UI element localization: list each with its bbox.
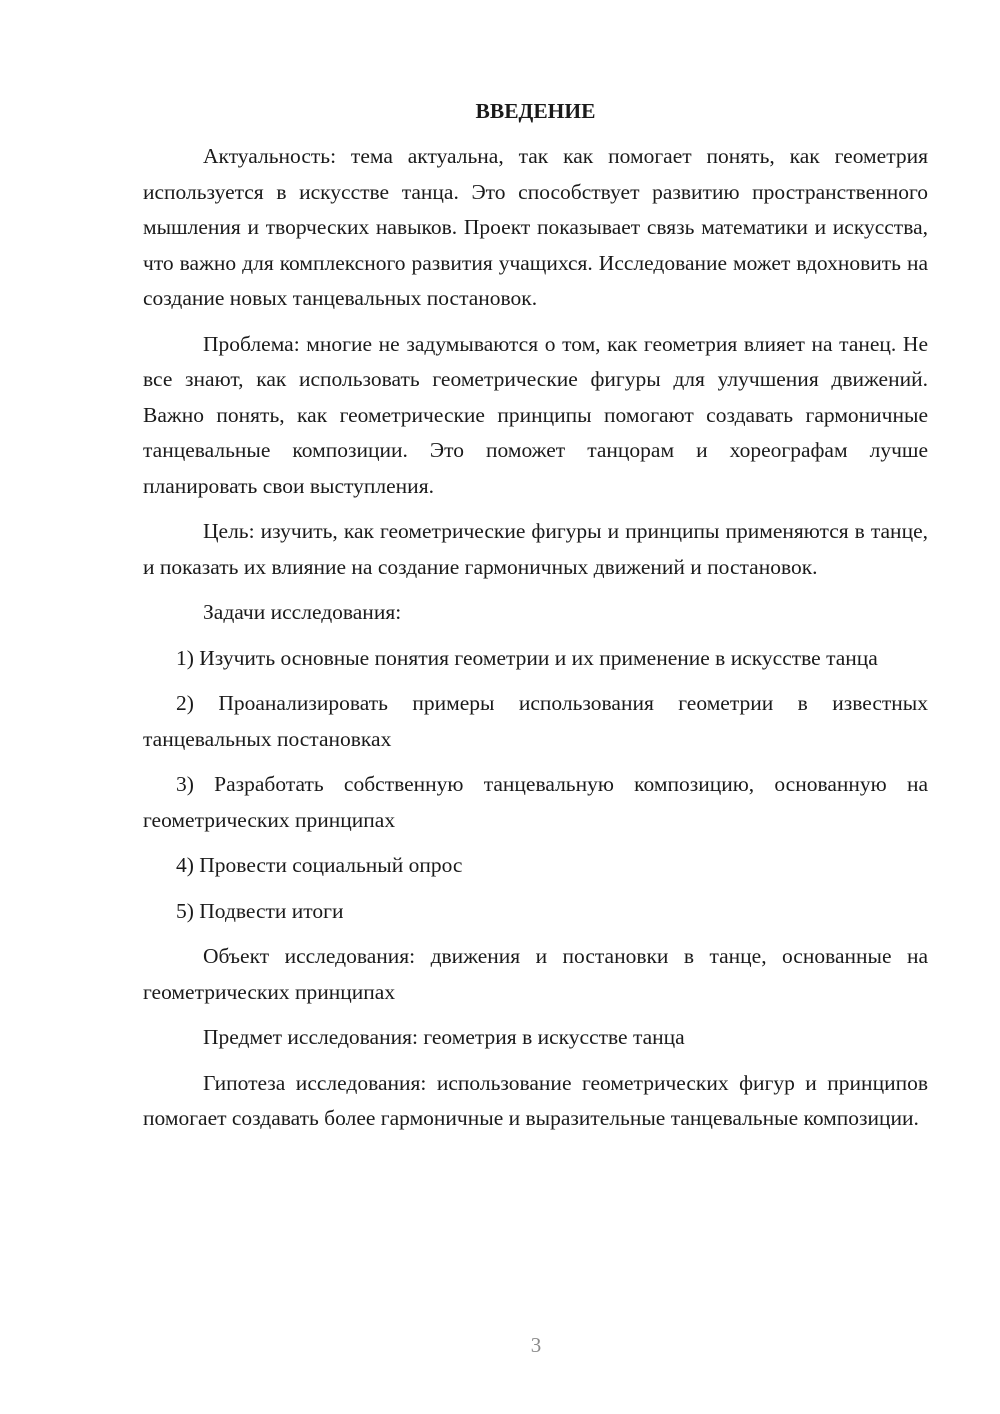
document-body xyxy=(143,94,928,1147)
problem-paragraph: Проблема: многие не задумываются о том, как геометрия влияет на танец. Не все знают, как использовать геометрические фигуры для улучшения движений. Важно понять, как геометрические принципы помогают создавать гармоничные танцевальные композиции. Это поможет танцорам и хореографам лучше планировать свои выступления. xyxy=(143,331,928,498)
task-item: 3) Разработать собственную танцевальную композицию, основанную на геометрических принципах xyxy=(143,772,928,832)
task-item: 1) Изучить основные понятия геометрии и их применение в искусстве танца xyxy=(176,645,878,670)
page-number: 3 xyxy=(530,1333,542,1357)
goal-paragraph: Цель: изучить, как геометрические фигуры и принципы применяются в танце, и показать их влияние на создание гармоничных движений и постановок. xyxy=(143,519,928,579)
subject-paragraph: Предмет исследования: геометрия в искусстве танца xyxy=(203,1025,685,1049)
task-item: 4) Провести социальный опрос xyxy=(176,853,463,877)
page-title: ВВЕДЕНИЕ xyxy=(475,99,596,123)
object-paragraph: Объект исследования: движения и постановки в танце, основанные на геометрических принципах xyxy=(143,944,928,1004)
relevance-paragraph: Актуальность: тема актуальна, так как помогает понять, как геометрия используется в искусстве танца. Это способствует развитию пространственного мышления и творческих навыков. Проект показывает связь математики и искусства, что важно для комплексного развития учащихся. Исследование может вдохновить на создание новых танцевальных постановок. xyxy=(143,144,928,310)
hypothesis-paragraph: Гипотеза исследования: использование геометрических фигур и принципов помогает создавать более гармоничные и выразительные танцевальные композиции. xyxy=(143,1070,928,1130)
task-item: 5) Подвести итоги xyxy=(176,898,344,923)
task-item: 2) Проанализировать примеры использования геометрии в известных танцевальных постановках xyxy=(143,691,928,751)
tasks-heading: Задачи исследования: xyxy=(203,600,402,624)
